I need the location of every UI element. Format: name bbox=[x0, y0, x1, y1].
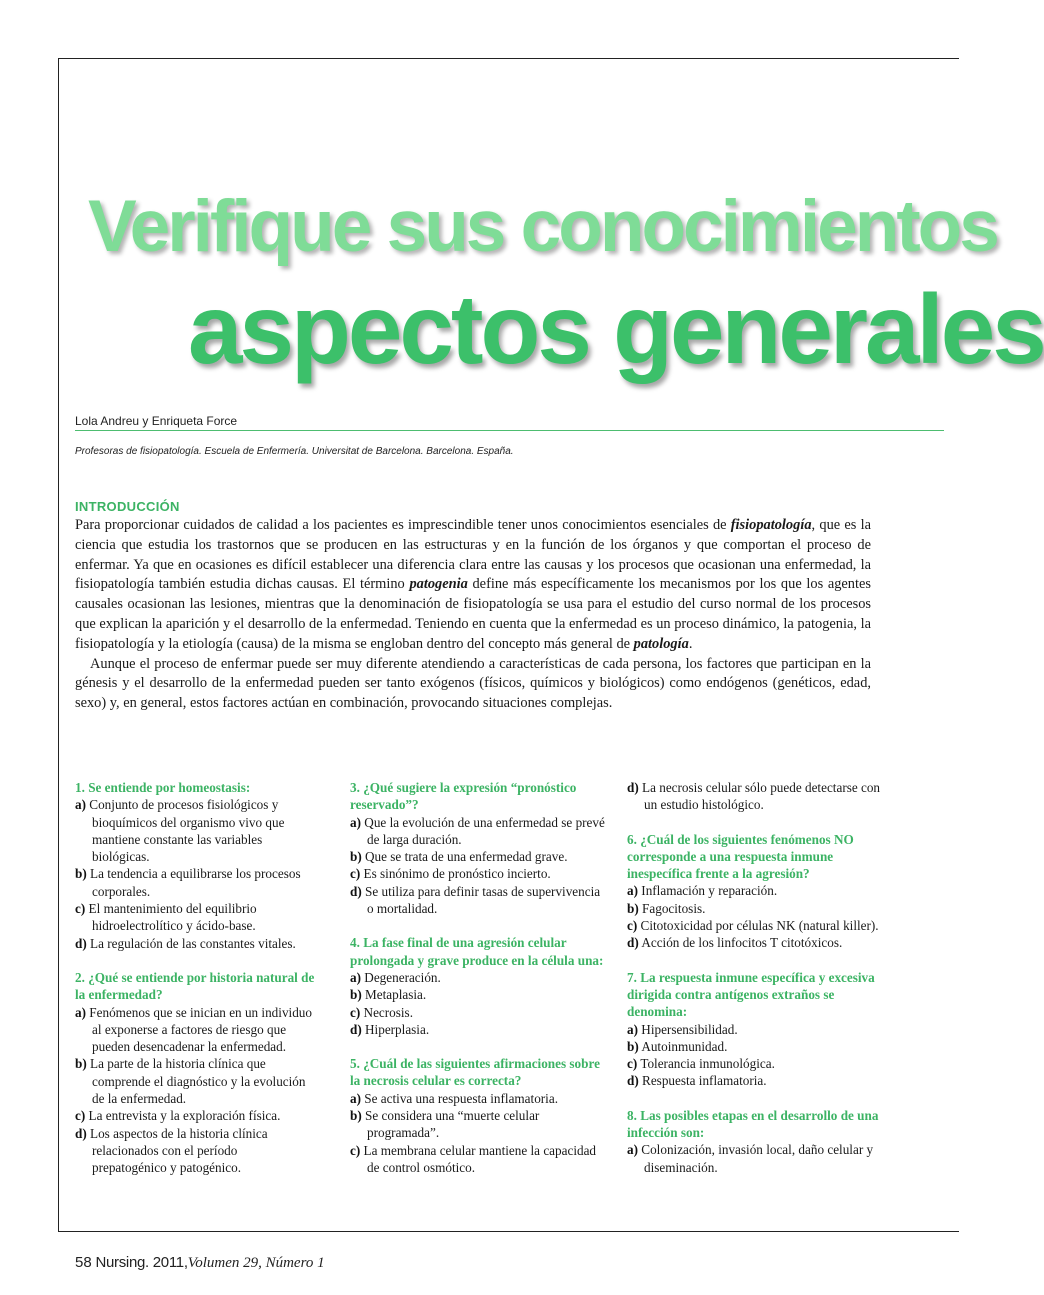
answer-option bbox=[75, 1055, 315, 1107]
option-letter: d) bbox=[350, 1021, 362, 1037]
intro-term: patología bbox=[633, 635, 689, 652]
answer-option bbox=[627, 1055, 883, 1072]
question-text: 6. ¿Cuál de los siguientes fenómenos NO corresponde a una respuesta inmune inespecífica frente a la agresión? bbox=[627, 831, 854, 882]
option-letter: c) bbox=[75, 901, 86, 917]
option-text: Que se trata de una enfermedad grave. bbox=[365, 849, 568, 865]
option-text: Se utiliza para definir tasas de supervivencia o mortalidad. bbox=[365, 883, 601, 917]
option-letter: d) bbox=[350, 883, 362, 899]
intro-text bbox=[75, 516, 871, 714]
answer-option bbox=[627, 882, 883, 899]
question-block bbox=[627, 969, 883, 1090]
option-text: Fenómenos que se inician en un individuo al exponerse a factores de riesgo que pueden desencadenar la enfermedad. bbox=[89, 1004, 312, 1055]
option-text: Se considera una “muerte celular programada”. bbox=[365, 1108, 540, 1141]
option-text: Degeneración. bbox=[364, 969, 441, 985]
title-line-1: Verifique sus conocimientos bbox=[88, 186, 997, 267]
intro-heading: INTRODUCCIÓN bbox=[75, 499, 180, 514]
option-text: Autoinmunidad. bbox=[641, 1038, 728, 1054]
answer-option bbox=[627, 934, 883, 951]
option-letter: b) bbox=[75, 866, 87, 882]
option-letter: a) bbox=[75, 797, 86, 813]
option-text: Colonización, invasión local, daño celular y diseminación. bbox=[641, 1142, 874, 1175]
option-letter: c) bbox=[350, 866, 361, 882]
question-block bbox=[75, 779, 315, 952]
option-text: Se activa una respuesta inflamatoria. bbox=[364, 1090, 559, 1106]
option-text: Que la evolución de una enfermedad se prevé de larga duración. bbox=[364, 814, 605, 847]
option-letter: b) bbox=[350, 1108, 362, 1124]
option-letter: b) bbox=[627, 900, 639, 916]
option-text: Metaplasia. bbox=[365, 987, 427, 1003]
answer-option bbox=[627, 1038, 883, 1055]
question-column-1 bbox=[75, 779, 315, 1194]
answer-option bbox=[75, 1107, 315, 1124]
question-block bbox=[627, 779, 883, 814]
question-block bbox=[627, 831, 883, 952]
answer-option bbox=[350, 1004, 606, 1021]
option-text: Fagocitosis. bbox=[642, 900, 706, 916]
volume-info: Volumen 29, Número 1 bbox=[187, 1255, 325, 1271]
question-block bbox=[75, 969, 315, 1177]
option-letter: a) bbox=[350, 1090, 361, 1106]
option-letter: b) bbox=[350, 987, 362, 1003]
option-letter: a) bbox=[350, 814, 361, 830]
option-letter: d) bbox=[627, 1073, 639, 1089]
answer-option bbox=[350, 969, 606, 986]
answer-option bbox=[350, 865, 606, 882]
answer-option bbox=[350, 1142, 606, 1177]
answer-option bbox=[75, 865, 315, 900]
option-letter: c) bbox=[350, 1004, 361, 1020]
answer-option bbox=[350, 986, 606, 1003]
author-divider bbox=[75, 430, 944, 431]
option-letter: d) bbox=[75, 935, 87, 951]
question-block bbox=[350, 779, 606, 917]
question-text: 7. La respuesta inmune específica y excesiva dirigida contra antígenos extraños se denomina: bbox=[627, 969, 875, 1020]
answer-option bbox=[627, 779, 883, 814]
answer-option bbox=[75, 1004, 315, 1056]
affiliation: Profesoras de fisiopatología. Escuela de Enfermería. Universitat de Barcelona. Barcelona. España. bbox=[75, 446, 514, 457]
intro-run: Para proporcionar cuidados de calidad a los pacientes es imprescindible tener unos conocimientos esenciales de bbox=[75, 517, 731, 533]
option-letter: b) bbox=[75, 1056, 87, 1072]
answer-option bbox=[350, 814, 606, 849]
option-letter: d) bbox=[75, 1125, 87, 1141]
answer-option bbox=[75, 796, 315, 865]
intro-run: , que es la ciencia que estudia los trastornos que se producen en las estructuras y en la función de los órganos y que comportan el proceso de enfermar. Ya que en ocasiones es difícil establecer una diferencia clara entre las causas y los procesos que ocasionan una enfermedad, la fisiopatología también estudia dichas causas. El término bbox=[75, 517, 871, 593]
question-block bbox=[350, 1055, 606, 1176]
intro-paragraph-2: Aunque el proceso de enfermar puede ser muy diferente atendiendo a características de cada persona, los factores que participan en la génesis y el desarrollo de la enfermedad pueden ser tanto exógenos (físicos, químicos y biológicos) como endógenos (genéticos, edad, sexo) y, en general, estos factores actúan en combinación, provocando situaciones complejas. bbox=[75, 655, 871, 712]
option-text: Necrosis. bbox=[363, 1004, 413, 1020]
title-line-2: aspectos generales bbox=[188, 274, 1044, 384]
option-text: Respuesta inflamatoria. bbox=[642, 1073, 767, 1089]
intro-run: define más específicamente los mecanismos por los que los agentes causales ocasionan las lesiones, mientras que la denominación de fisiopatología se usa para el estudio del curso normal de los procesos que explican la aparición y el desarrollo de la enfermedad. Teniendo en cuenta que la enfermedad es un proceso dinámico, la patogenia, la fisiopatología y la etiología (causa) de la misma se engloban dentro del concepto más general de bbox=[75, 576, 871, 652]
page-number: 58 bbox=[75, 1254, 92, 1271]
question-block bbox=[350, 934, 606, 1038]
option-letter: a) bbox=[75, 1004, 86, 1020]
answer-option bbox=[350, 1090, 606, 1107]
option-text: La entrevista y la exploración física. bbox=[88, 1108, 281, 1124]
question-column-2 bbox=[350, 779, 606, 1193]
question-column-3 bbox=[627, 779, 883, 1193]
answer-option bbox=[350, 848, 606, 865]
option-text: Acción de los linfocitos T citotóxicos. bbox=[641, 935, 843, 951]
answer-option bbox=[627, 900, 883, 917]
option-letter: a) bbox=[627, 1021, 638, 1037]
option-text: La membrana celular mantiene la capacidad de control osmótico. bbox=[363, 1142, 597, 1175]
intro-term: patogenia bbox=[409, 576, 468, 593]
option-letter: a) bbox=[627, 1142, 638, 1158]
option-letter: b) bbox=[350, 849, 362, 865]
page-footer bbox=[75, 1254, 325, 1272]
option-letter: b) bbox=[627, 1038, 639, 1054]
option-letter: d) bbox=[627, 935, 639, 951]
option-text: El mantenimiento del equilibrio hidroelectrolítico y ácido-base. bbox=[88, 901, 257, 934]
authors: Lola Andreu y Enriqueta Force bbox=[75, 414, 238, 428]
question-text: 3. ¿Qué sugiere la expresión “pronóstico reservado”? bbox=[350, 780, 577, 813]
option-letter: a) bbox=[627, 883, 638, 899]
option-text: La necrosis celular sólo puede detectarse con un estudio histológico. bbox=[642, 780, 881, 813]
option-letter: a) bbox=[350, 969, 361, 985]
option-text: Inflamación y reparación. bbox=[641, 883, 778, 899]
question-block bbox=[627, 1107, 883, 1176]
option-text: Hipersensibilidad. bbox=[641, 1021, 738, 1037]
answer-option bbox=[627, 917, 883, 934]
option-text: Tolerancia inmunológica. bbox=[640, 1056, 775, 1072]
question-text: 1. Se entiende por homeostasis: bbox=[75, 780, 251, 795]
answer-option bbox=[75, 1125, 315, 1177]
answer-option bbox=[75, 900, 315, 935]
magazine-name: Nursing. 2011, bbox=[95, 1254, 188, 1271]
option-text: Hiperplasia. bbox=[365, 1021, 430, 1037]
intro-term: fisiopatología bbox=[730, 517, 812, 533]
answer-option bbox=[75, 935, 315, 952]
intro-paragraph-1 bbox=[75, 516, 871, 655]
option-letter: c) bbox=[75, 1108, 86, 1124]
option-text: La tendencia a equilibrarse los procesos corporales. bbox=[90, 866, 301, 899]
question-text: 2. ¿Qué se entiende por historia natural de la enfermedad? bbox=[75, 969, 315, 1003]
option-letter: d) bbox=[627, 780, 639, 795]
answer-option bbox=[627, 1072, 883, 1089]
answer-option bbox=[350, 883, 606, 918]
option-text: Conjunto de procesos fisiológicos y bioquímicos del organismo vivo que mantiene constante las variables biológicas. bbox=[89, 797, 285, 865]
option-text: La parte de la historia clínica que comprende el diagnóstico y la evolución de la enfermedad. bbox=[90, 1056, 306, 1107]
option-text: Es sinónimo de pronóstico incierto. bbox=[363, 866, 551, 882]
question-text: 5. ¿Cuál de las siguientes afirmaciones sobre la necrosis celular es correcta? bbox=[350, 1056, 600, 1089]
intro-run: . bbox=[688, 635, 693, 652]
option-letter: c) bbox=[627, 1056, 638, 1072]
option-letter: c) bbox=[627, 918, 638, 934]
option-text: Los aspectos de la historia clínica relacionados con el período prepatogénico y patogénico. bbox=[90, 1125, 268, 1176]
question-text: 8. Las posibles etapas en el desarrollo de una infección son: bbox=[627, 1107, 879, 1141]
answer-option bbox=[350, 1107, 606, 1142]
option-text: La regulación de las constantes vitales. bbox=[90, 935, 296, 951]
option-text: Citotoxicidad por células NK (natural killer). bbox=[640, 918, 879, 934]
answer-option bbox=[627, 1021, 883, 1038]
option-letter: c) bbox=[350, 1142, 361, 1158]
answer-option bbox=[350, 1021, 606, 1038]
answer-option bbox=[627, 1141, 883, 1176]
question-text: 4. La fase final de una agresión celular prolongada y grave produce en la célula una: bbox=[350, 935, 604, 968]
